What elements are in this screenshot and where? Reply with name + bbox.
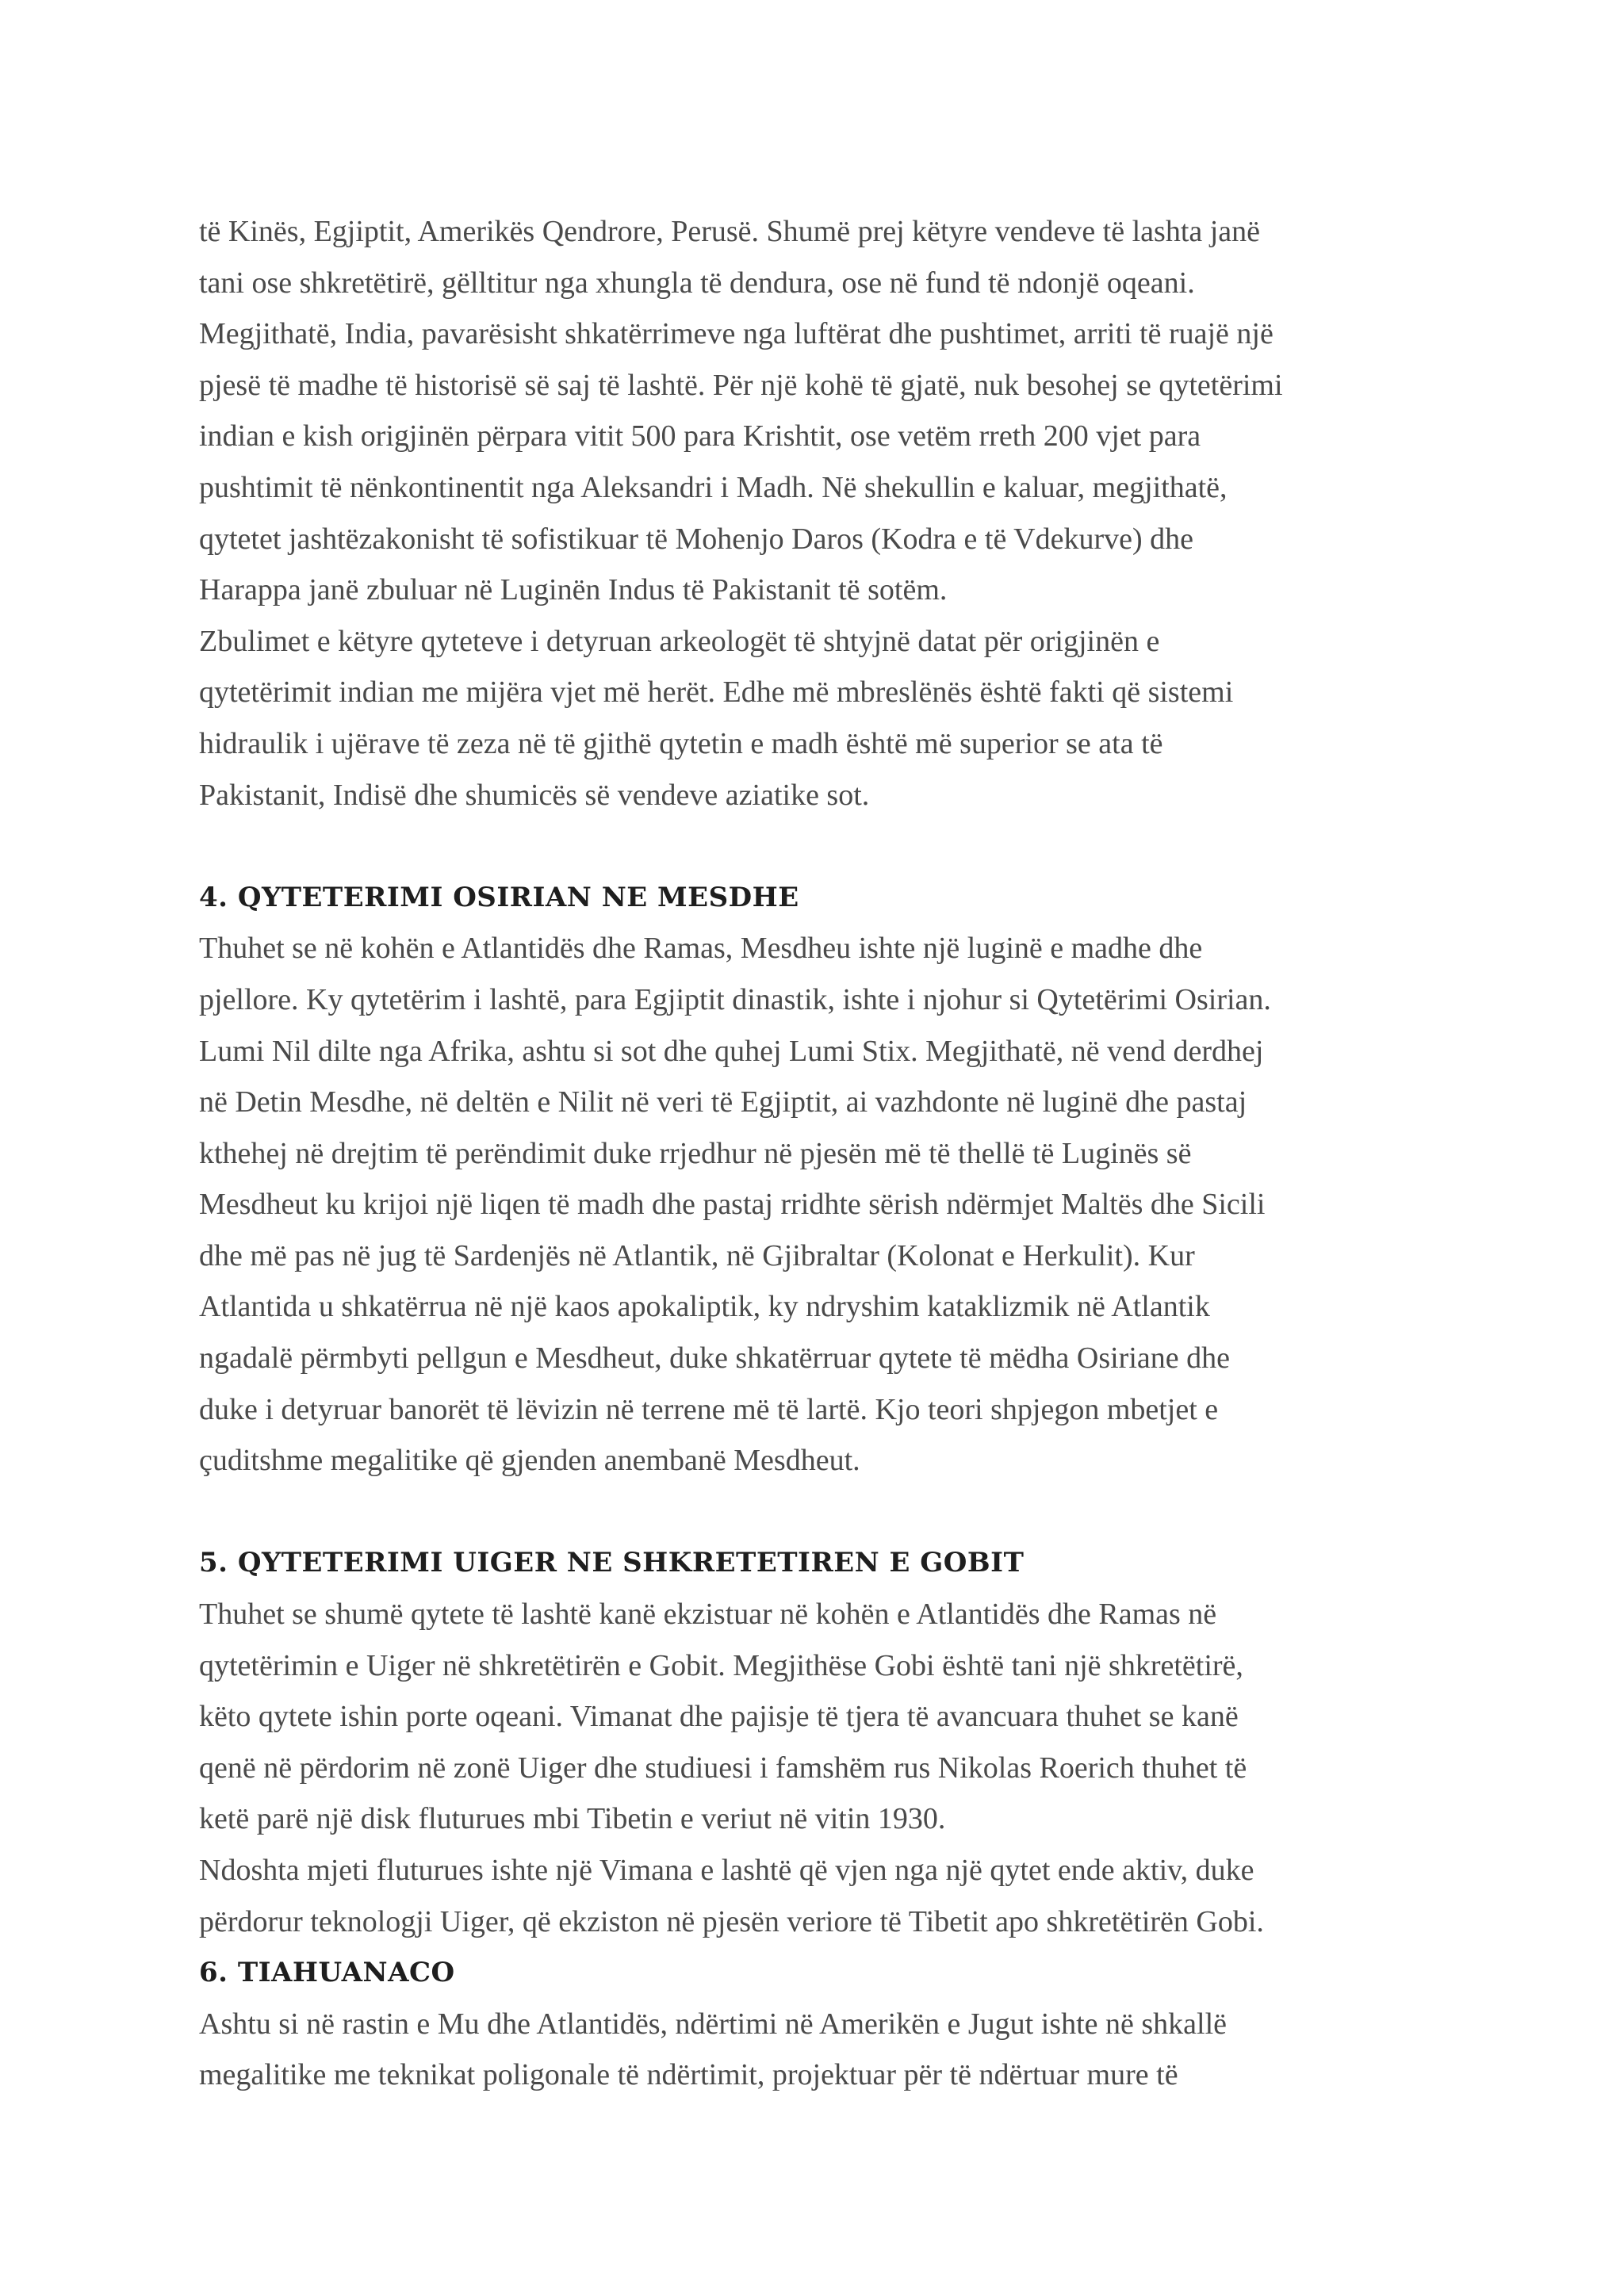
text-line: këto qytete ishin porte oqeani. Vimanat dhe pajisje të tjera të avancuara thuhet se kanë (199, 1700, 1239, 1734)
text-line: qytetet jashtëzakonisht të sofistikuar të Mohenjo Daros (Kodra e të Vdekurve) dhe (199, 522, 1193, 556)
text-line: Harappa janë zbuluar në Luginën Indus të Pakistanit të sotëm. (199, 573, 948, 607)
paragraph-spacer (199, 1487, 1500, 1538)
text-line: hidraulik i ujërave të zeza në të gjithë qytetin e madh është më superior se ata të (199, 726, 1163, 760)
paragraph-intro (199, 206, 1500, 616)
text-line: Zbulimet e këtyre qyteteve i detyruan arkeologët të shtyjnë datat për origjinën e (199, 624, 1160, 658)
text-line: pushtimit të nënkontinentit nga Aleksandri i Madh. Në shekullin e kaluar, megjithatë, (199, 470, 1228, 504)
text-line: Mesdheut ku krijoi një liqen të madh dhe pastaj rridhte sërish ndërmjet Maltës dhe Sicili (199, 1188, 1266, 1222)
text-line: Pakistanit, Indisë dhe shumicës së vendeve aziatike sot. (199, 778, 870, 812)
text-line: ketë parë një disk fluturues mbi Tibetin e veriut në vitin 1930. (199, 1802, 946, 1836)
section-heading: 6. TIAHUANACO (199, 1957, 455, 1989)
section-6 (199, 1947, 1500, 2101)
text-line: qytetërimit indian me mijëra vjet më herët. Edhe më mbreslënës është fakti që sistemi (199, 675, 1234, 710)
text-line: çuditshme megalitike që gjenden anembanë Mesdheut. (199, 1444, 860, 1478)
text-line: pjesë të madhe të historisë së saj të lashtë. Për një kohë të gjatë, nuk besohej se qytetërimi (199, 368, 1283, 402)
document-body (199, 206, 1500, 2101)
text-line: Thuhet se në kohën e Atlantidës dhe Ramas, Mesdheu ishte një luginë e madhe dhe (199, 932, 1203, 966)
text-line: qytetërimin e Uiger në shkretëtirën e Gobit. Megjithëse Gobi është tani një shkretëtirë, (199, 1648, 1243, 1682)
text-line: Lumi Nil dilte nga Afrika, ashtu si sot dhe quhej Lumi Stix. Megjithatë, në vend derdhej (199, 1034, 1264, 1068)
text-line: pjellore. Ky qytetërim i lashtë, para Egjiptit dinastik, ishte i njohur si Qytetërimi Osirian. (199, 982, 1271, 1016)
text-line: duke i detyruar banorët të lëvizin në terrene më të lartë. Kjo teori shpjegon mbetjet e (199, 1392, 1219, 1426)
section-heading: 5. QYTETERIMI UIGER NE SHKRETETIREN E GOBIT (199, 1547, 1025, 1579)
text-line: përdorur teknologji Uiger, që ekziston në pjesën veriore të Tibetit apo shkretëtirën Gobi. (199, 1904, 1264, 1938)
text-line: Megjithatë, India, pavarësisht shkatërrimeve nga luftërat dhe pushtimet, arriti të ruajë një (199, 317, 1274, 351)
section-4 (199, 872, 1500, 1487)
text-line: në Detin Mesdhe, në deltën e Nilit në veri të Egjiptit, ai vazhdonte në luginë dhe pastaj (199, 1085, 1247, 1119)
text-line: kthehej në drejtim të perëndimit duke rrjedhur në pjesën më të thellë të Luginës së (199, 1136, 1192, 1170)
text-line: Ndoshta mjeti fluturues ishte një Vimana e lashtë që vjen nga një qytet ende aktiv, duke (199, 1854, 1254, 1887)
text-line: megalitike me teknikat poligonale të ndërtimit, projektuar për të ndërtuar mure të (199, 2058, 1178, 2092)
text-line: tani ose shkretëtirë, gëlltitur nga xhungla të dendura, ose në fund të ndonjë oqeani. (199, 266, 1195, 300)
paragraph-intro-continued (199, 616, 1500, 821)
text-line: ngadalë përmbyti pellgun e Mesdheut, duke shkatërruar qytete të mëdha Osiriane dhe (199, 1341, 1230, 1376)
text-line: indian e kish origjinën përpara vitit 500 para Krishtit, ose vetëm rreth 200 vjet para (199, 419, 1201, 453)
section-5 (199, 1537, 1500, 1947)
text-line: Atlantida u shkatërrua në një kaos apokaliptik, ky ndryshim kataklizmik në Atlantik (199, 1290, 1210, 1324)
text-line: dhe më pas në jug të Sardenjës në Atlantik, në Gjibraltar (Kolonat e Herkulit). Kur (199, 1238, 1195, 1272)
text-line: Thuhet se shumë qytete të lashtë kanë ekzistuar në kohën e Atlantidës dhe Ramas në (199, 1598, 1217, 1632)
text-line: Ashtu si në rastin e Mu dhe Atlantidës, ndërtimi në Amerikën e Jugut ishte në shkallë (199, 2007, 1227, 2041)
text-line: qenë në përdorim në zonë Uiger dhe studiuesi i famshëm rus Nikolas Roerich thuhet të (199, 1751, 1247, 1785)
paragraph-spacer (199, 821, 1500, 872)
text-line: të Kinës, Egjiptit, Amerikës Qendrore, Perusë. Shumë prej këtyre vendeve të lashta janë (199, 215, 1261, 248)
section-heading: 4. QYTETERIMI OSIRIAN NE MESDHE (199, 881, 799, 913)
